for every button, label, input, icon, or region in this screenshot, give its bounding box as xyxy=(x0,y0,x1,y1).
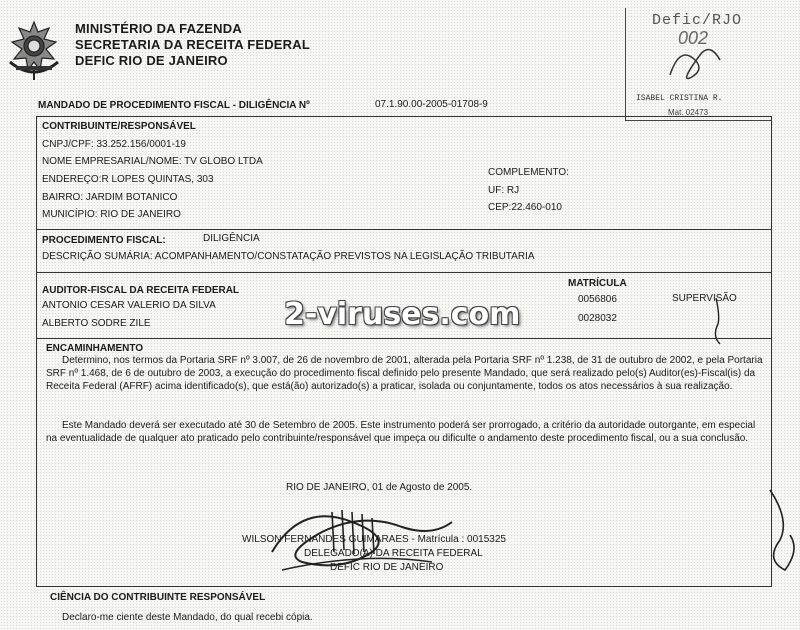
ciencia-heading: CIÊNCIA DO CONTRIBUINTE RESPONSÁVEL xyxy=(50,592,266,603)
watermark-text: 2-viruses.com xyxy=(284,297,521,332)
encaminhamento-paragraph-2: Este Mandado deverá ser executado até 30 de Setembro de 2005. Este instrumento poderá ser prorrogado, a critério da autoridade outorgante, em especial na eventualidade de qualquer ato praticado pelo contribuinte/responsável que impeça ou dificulte o andamento deste procedimento fiscal, ou a sua conclusão. xyxy=(46,420,756,444)
bairro-field: BAIRRO: JARDIM BOTANICO xyxy=(42,192,178,203)
divider-2 xyxy=(36,272,772,273)
ciencia-text: Declaro-me ciente deste Mandado, do qual recebi cópia. xyxy=(62,612,313,623)
ministry-title: MINISTÉRIO DA FAZENDA xyxy=(75,21,242,36)
contribuinte-heading: CONTRIBUINTE/RESPONSÁVEL xyxy=(42,121,196,132)
signatory-title: DELEGADO(A) DA RECEITA FEDERAL xyxy=(304,548,483,559)
procedimento-value: DILIGÊNCIA xyxy=(203,233,260,244)
auditor-heading: AUDITOR-FISCAL DA RECEITA FEDERAL xyxy=(42,285,240,296)
auditor-mat-2: 0028032 xyxy=(578,313,617,324)
margin-scribble xyxy=(740,480,800,580)
auditor-name-1: ANTONIO CESAR VALERIO DA SILVA xyxy=(42,300,216,311)
office-title: DEFIC RIO DE JANEIRO xyxy=(75,53,228,68)
mandado-number: 07.1.90.00-2005-01708-9 xyxy=(375,99,488,110)
signatory-office: DEFIC RIO DE JANEIRO xyxy=(330,562,444,573)
date-line: RIO DE JANEIRO, 01 de Agosto de 2005. xyxy=(286,482,473,493)
procedimento-label: PROCEDIMENTO FISCAL: xyxy=(42,235,166,246)
stamp-mat: Mat. 02473 xyxy=(668,108,709,117)
supervisao-heading: SUPERVISÃO xyxy=(672,293,737,304)
matricula-heading: MATRÍCULA xyxy=(568,278,627,289)
coat-of-arms-emblem xyxy=(4,18,64,82)
mandado-label: MANDADO DE PROCEDIMENTO FISCAL - DILIGÊNCIA Nº xyxy=(38,100,310,111)
cnpj-field: CNPJ/CPF: 33.252.156/0001-19 xyxy=(42,139,186,150)
stamp-signature xyxy=(660,40,730,85)
stamp-name: ISABEL CRISTINA R. xyxy=(636,94,723,103)
stamp-number: 002 xyxy=(678,28,709,48)
divider-1 xyxy=(36,229,772,230)
encaminhamento-paragraph-1: Determino, nos termos da Portaria SRF nº 3.007, de 26 de novembro de 2001, alterada pela Portaria SRF nº 1.238, de 31 de outubro de 2002, e pela Portaria SRF nº 1.468, de 6 de outubro de 2003, a execução do procedimento fiscal definido pelo presente Mandado, que será realizado pelo(s) Auditor(es)-Fiscal(is) da Receita Federal (AFRF) acima identificado(s), que está(ão) autorizado(s) a praticar, isolada ou conjuntamente, todos os atos necessários à sua realização. xyxy=(46,355,763,392)
auditor-mat-1: 0056806 xyxy=(578,294,617,305)
endereco-field: ENDEREÇO:R LOPES QUINTAS, 303 xyxy=(42,174,214,185)
complemento-field: COMPLEMENTO: xyxy=(488,167,569,178)
auditor-name-2: ALBERTO SODRE ZILE xyxy=(42,318,151,329)
uf-field: UF: RJ xyxy=(488,185,520,196)
encaminhamento-heading: ENCAMINHAMENTO xyxy=(46,343,144,354)
secretariat-title: SECRETARIA DA RECEITA FEDERAL xyxy=(75,37,310,52)
stamp-title: Defic/RJO xyxy=(652,12,743,29)
descricao-field: DESCRIÇÃO SUMÁRIA: ACOMPANHAMENTO/CONSTATAÇÃO PREVISTOS NA LEGISLAÇÃO TRIBUTARIA xyxy=(42,251,535,262)
nome-field: NOME EMPRESARIAL/NOME: TV GLOBO LTDA xyxy=(42,156,263,167)
divider-4 xyxy=(36,586,772,587)
cep-field: CEP:22.460-010 xyxy=(488,202,562,213)
signatory-name: WILSON FERNANDES GUIMARAES - Matrícula : 0015325 xyxy=(242,534,506,545)
divider-3 xyxy=(36,338,772,339)
municipio-field: MUNICÍPIO: RIO DE JANEIRO xyxy=(42,209,181,220)
